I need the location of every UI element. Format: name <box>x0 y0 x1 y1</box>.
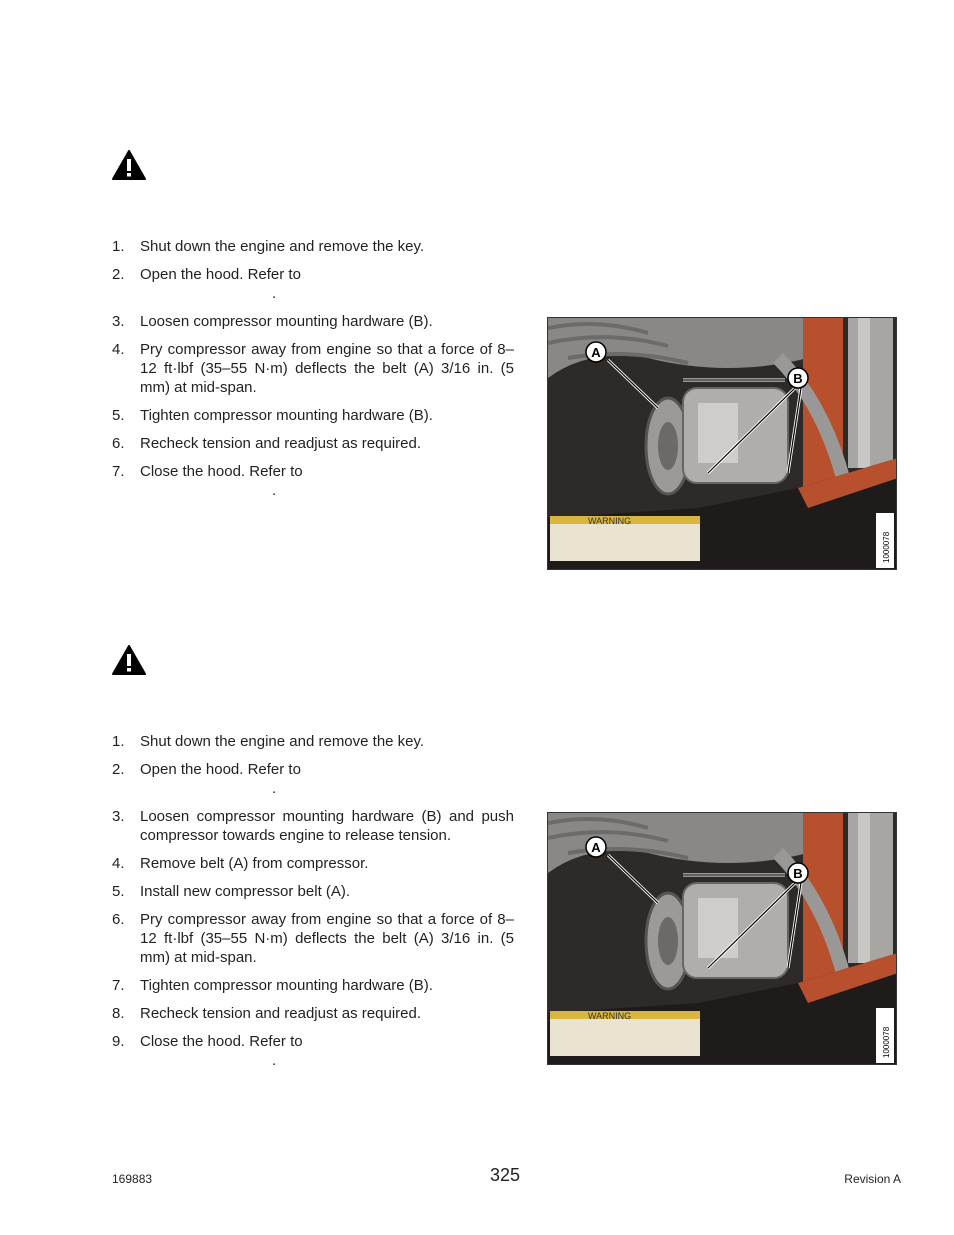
callout-a-label: A <box>591 840 601 855</box>
callout-b-label: B <box>793 866 803 881</box>
step-item: 5. Install new compressor belt (A). <box>112 883 351 900</box>
revision-label: Revision A <box>844 1172 901 1186</box>
step-item: 1. Shut down the engine and remove the key. <box>112 238 425 255</box>
step-item: 8. Recheck tension and readjust as required. <box>112 1005 422 1022</box>
page-number: 325 <box>490 1165 521 1185</box>
procedure-steps-1 <box>112 237 514 500</box>
compressor-belt-photo-1 <box>547 317 897 570</box>
document-number: 169883 <box>112 1172 153 1186</box>
compressor-belt-photo-2 <box>547 812 897 1065</box>
step-item: 3. Loosen compressor mounting hardware (B). <box>112 313 433 330</box>
step-item: 9. Close the hood. Refer to . <box>112 1033 303 1069</box>
figure-id: 1000078 <box>882 531 891 563</box>
step-item: 3. Loosen compressor mounting hardware (B) and push compressor towards engine to release tension. <box>112 808 514 844</box>
step-item: 6. Pry compressor away from engine so that a force of 8–12 ft·lbf (35–55 N·m) deflects the belt (A) 3/16 in. (5 mm) at mid-span. <box>112 911 514 966</box>
step-item: 7. Close the hood. Refer to . <box>112 463 303 499</box>
figure-id: 1000078 <box>882 1026 891 1058</box>
warning-triangle-icon <box>112 150 146 180</box>
step-item: 1. Shut down the engine and remove the key. <box>112 733 425 750</box>
step-item: 6. Recheck tension and readjust as required. <box>112 435 422 452</box>
warning-triangle-icon <box>112 645 146 675</box>
warning-decal-text: WARNING <box>588 516 632 526</box>
step-item: 2. Open the hood. Refer to . <box>112 761 301 797</box>
procedure-steps-2 <box>112 732 514 1070</box>
callout-a-label: A <box>591 345 601 360</box>
step-item: 4. Pry compressor away from engine so that a force of 8–12 ft·lbf (35–55 N·m) deflects the belt (A) 3/16 in. (5 mm) at mid-span. <box>112 341 514 396</box>
step-item: 2. Open the hood. Refer to . <box>112 266 301 302</box>
step-item: 4. Remove belt (A) from compressor. <box>112 855 369 872</box>
step-item: 5. Tighten compressor mounting hardware (B). <box>112 407 433 424</box>
warning-decal-text: WARNING <box>588 1011 632 1021</box>
callout-b-label: B <box>793 371 803 386</box>
step-item: 7. Tighten compressor mounting hardware (B). <box>112 977 433 994</box>
